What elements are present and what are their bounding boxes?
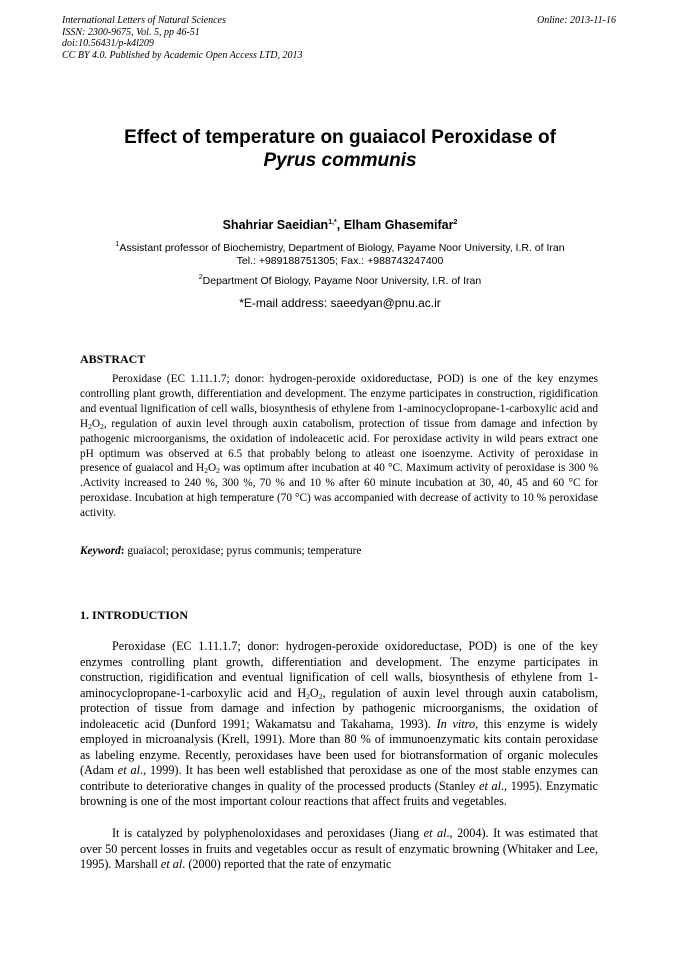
author-2: Elham Ghasemifar [343, 218, 454, 232]
introduction-heading: 1. INTRODUCTION [80, 608, 189, 622]
affiliation-1-text: Assistant professor of Biochemistry, Department of Biology, Payame Noor University, I.R. of Iran [119, 242, 565, 254]
journal-license: CC BY 4.0. Published by Academic Open Access LTD, 2013 [62, 49, 303, 61]
author-1-affiliation-mark: 1,* [328, 219, 337, 226]
keywords-text: guaiacol; peroxidase; pyrus communis; temperature [124, 545, 362, 557]
affiliation-1-mark: 1 [115, 241, 120, 248]
affiliation-1 [62, 242, 618, 268]
affiliation-2 [62, 275, 618, 288]
journal-issn: ISSN: 2300-9675, Vol. 5, pp 46-51 [62, 26, 200, 38]
keywords-label: Keyword [80, 545, 121, 557]
journal-name: International Letters of Natural Sciences [62, 15, 226, 26]
author-1: Shahriar Saeidian [222, 218, 329, 232]
author-separator: , [336, 218, 344, 232]
author-list [62, 218, 618, 232]
journal-doi: doi:10.56431/p-k4l209 [62, 38, 154, 50]
author-2-affiliation-mark: 2 [453, 219, 458, 226]
corresponding-email: *E-mail address: saeedyan@pnu.ac.ir [239, 296, 441, 310]
affiliation-2-text: Department Of Biology, Payame Noor University, I.R. of Iran [202, 275, 482, 287]
abstract-body: Peroxidase (EC 1.11.1.7; donor: hydrogen-peroxide oxidoreductase, POD) is one of the key enzymes controlling plant growth, differentiation and development. The enzyme participates in construction, rigidification and eventual lignification of cell walls, biosynthesis of ethylene from 1-aminocyclopropane-1-carboxylic acid and $H_2O_2$, regulation of auxin level through auxin catabolism, protection of tissue from damage and infection by pathogenic microorganisms, the oxidation of indoleacetic acid. For peroxidase activity in wild pears extract one pH optimum was observed at 6.5 that probably belong to atleast one isoenzyme. Activity of peroxidase in presence of guaiacol and $H_2O_2$ was optimum after incubation at 40 °C. Maximum activity of peroxidase is 300 % .Activity increased to 240 %, 300 %, 70 % and 10 % after 60 minute incubation at 30, 40, 45 and 60 °C for peroxidase. Incubation at high temperature (70 °C) was accompanied with decrease of activity to 10 % peroxidase activity. [80, 373, 599, 520]
title-line-1: Effect of temperature on guaiacol Peroxidase of [124, 127, 556, 148]
paper-title [62, 126, 618, 172]
introduction-paragraph-1: Peroxidase (EC 1.11.1.7; donor: hydrogen-peroxide oxidoreductase, POD) is one of the key enzymes controlling plant growth, differentiation and development. The enzyme participates in construction, rigidification and eventual lignification of cell walls, biosynthesis of ethylene from 1-aminocyclopropane-1-carboxylic acid and $H_2O_2$, regulation of auxin level through auxin catabolism, protection of tissue from damage and infection by pathogenic microorganisms, the oxidation of indoleacetic acid (Dunford 1991; Wakamatsu and Takahama, 1993). In vitro, this enzyme is widely employed in microanalysis (Krell, 1991). More than 80 % of immunoenzymatic kits contain peroxidase as labeling enzyme. Recently, peroxidases have been used for biotransformation of organic molecules (Adam et al., 1999). It has been well established that peroxidase as one of the most stable enzymes can contribute to deteriorative changes in quality of the processed products (Stanley et al., 1995). Enzymatic browning is one of the most important colour reactions that affect fruits and vegetables. [80, 639, 599, 808]
online-date: Online: 2013-11-16 [537, 15, 616, 26]
introduction-paragraph-2: It is catalyzed by polyphenoloxidases and peroxidases (Jiang et al., 2004). It was estimated that over 50 percent losses in fruits and vegetables occur as result of enzymatic browning (Whitaker and Lee, 1995). Marshall et al. (2000) reported that the rate of enzymatic [80, 826, 598, 871]
journal-header [62, 15, 618, 61]
abstract-heading: ABSTRACT [80, 352, 146, 366]
affiliation-2-mark: 2 [198, 274, 203, 281]
keywords: Keyword: guaiacol; peroxidase; pyrus communis; temperature [80, 545, 362, 557]
title-line-2: Pyrus communis [263, 150, 417, 171]
affiliation-1-contact: Tel.: +989188751305; Fax.: +988743247400 [236, 255, 444, 267]
